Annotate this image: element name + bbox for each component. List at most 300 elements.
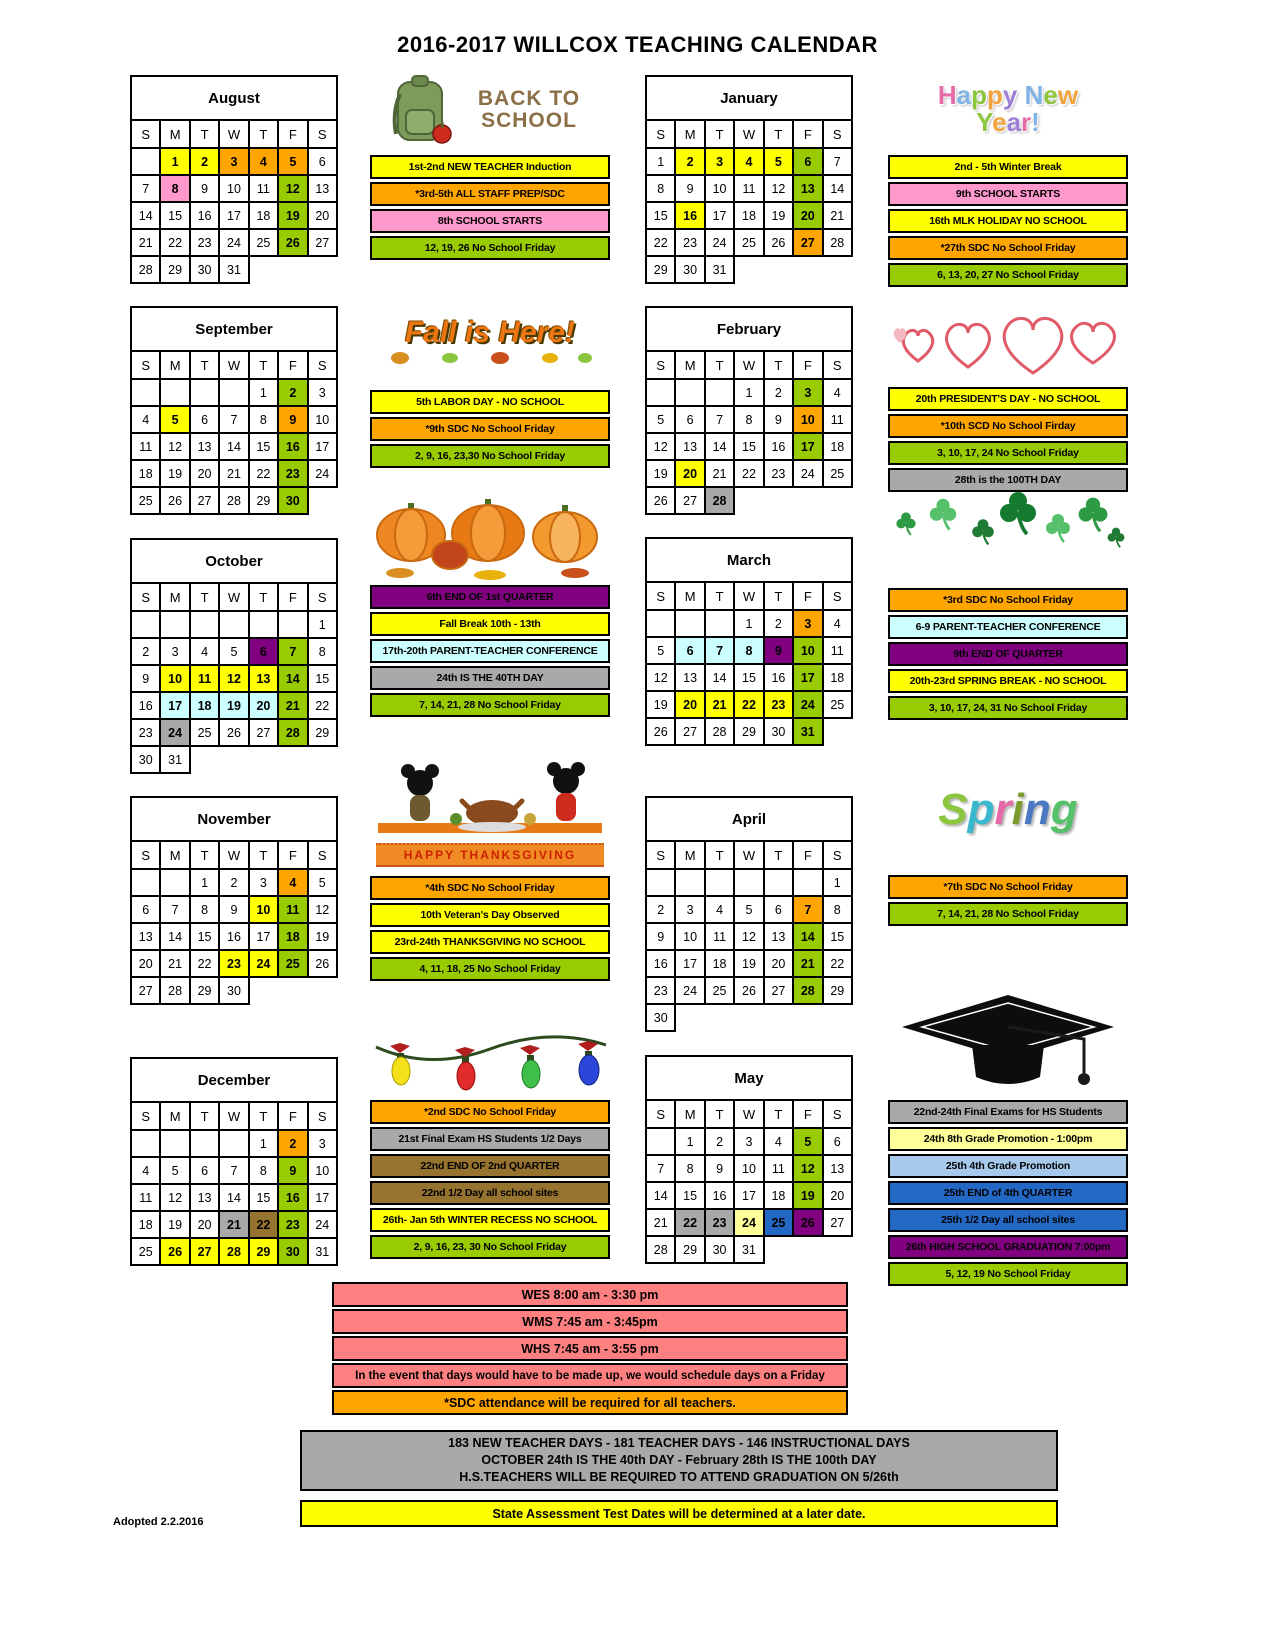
day-of-week-header: M (160, 351, 189, 379)
day-cell: 7 (160, 896, 189, 923)
day-of-week-header: S (823, 582, 852, 610)
day-of-week-header: T (249, 841, 278, 869)
day-cell: 8 (646, 175, 675, 202)
day-cell (793, 869, 822, 896)
day-cell: 7 (219, 1157, 248, 1184)
day-cell: 28 (823, 229, 852, 256)
empty-cell (734, 1004, 763, 1031)
day-of-week-header: S (308, 351, 337, 379)
day-of-week-header: W (734, 582, 763, 610)
day-cell: 22 (249, 460, 278, 487)
day-of-week-header: S (646, 582, 675, 610)
day-cell: 16 (646, 950, 675, 977)
day-cell: 3 (308, 379, 337, 406)
day-of-week-header: T (249, 583, 278, 611)
day-cell: 18 (131, 1211, 160, 1238)
day-cell: 19 (160, 1211, 189, 1238)
makeup-days-note: In the event that days would have to be made up, we would schedule days on a Friday (332, 1363, 848, 1388)
day-of-week-header: W (219, 120, 248, 148)
day-cell: 9 (219, 896, 248, 923)
day-cell: 13 (675, 433, 704, 460)
day-cell (131, 148, 160, 175)
day-cell: 1 (823, 869, 852, 896)
day-cell: 15 (646, 202, 675, 229)
note-bar: 20th PRESIDENT'S DAY - NO SCHOOL (888, 387, 1128, 411)
day-cell: 21 (278, 692, 307, 719)
day-of-week-header: M (675, 582, 704, 610)
day-cell: 1 (646, 148, 675, 175)
day-cell (764, 869, 793, 896)
note-bar: 10th Veteran's Day Observed (370, 903, 610, 927)
fall-is-here-text: Fall is Here! (404, 316, 576, 349)
day-cell: 14 (131, 202, 160, 229)
day-cell: 7 (793, 896, 822, 923)
note-bar: *27th SDC No School Friday (888, 236, 1128, 260)
day-cell: 3 (308, 1130, 337, 1157)
day-of-week-header: M (675, 351, 704, 379)
day-cell: 17 (705, 202, 734, 229)
day-of-week-header: T (249, 120, 278, 148)
shamrocks-image (888, 490, 1128, 584)
day-cell: 18 (764, 1182, 793, 1209)
day-cell: 26 (278, 229, 307, 256)
day-of-week-header: F (278, 583, 307, 611)
day-cell: 31 (734, 1236, 763, 1263)
note-bar: *4th SDC No School Friday (370, 876, 610, 900)
note-bar: 7, 14, 21, 28 No School Friday (888, 902, 1128, 926)
day-cell (131, 379, 160, 406)
day-cell: 27 (675, 718, 704, 745)
day-cell: 25 (734, 229, 763, 256)
day-cell: 10 (793, 406, 822, 433)
note-bar: 22nd 1/2 Day all school sites (370, 1181, 610, 1205)
day-cell: 25 (705, 977, 734, 1004)
day-cell: 30 (646, 1004, 675, 1031)
empty-cell (190, 746, 219, 773)
day-cell: 12 (278, 175, 307, 202)
calendar-february (645, 306, 853, 515)
day-cell: 16 (764, 433, 793, 460)
day-cell: 11 (131, 1184, 160, 1211)
day-of-week-header: S (646, 120, 675, 148)
day-cell: 15 (675, 1182, 704, 1209)
day-cell: 30 (219, 977, 248, 1004)
day-cell: 2 (131, 638, 160, 665)
day-of-week-header: S (308, 583, 337, 611)
day-cell: 27 (190, 487, 219, 514)
note-bar: 5, 12, 19 No School Friday (888, 1262, 1128, 1286)
day-of-week-header: S (308, 1102, 337, 1130)
empty-cell (308, 256, 337, 283)
day-cell: 4 (131, 1157, 160, 1184)
day-cell: 18 (249, 202, 278, 229)
day-cell: 5 (646, 637, 675, 664)
day-cell: 15 (190, 923, 219, 950)
day-of-week-header: T (190, 120, 219, 148)
day-cell: 29 (734, 718, 763, 745)
day-cell: 26 (308, 950, 337, 977)
day-of-week-header: M (160, 583, 189, 611)
month-title: August (131, 76, 337, 120)
day-of-week-header: F (793, 351, 822, 379)
day-cell: 20 (675, 691, 704, 718)
empty-cell (823, 718, 852, 745)
day-cell: 19 (793, 1182, 822, 1209)
day-cell: 7 (646, 1155, 675, 1182)
day-cell: 29 (823, 977, 852, 1004)
day-cell: 21 (793, 950, 822, 977)
pumpkins-graphic (370, 493, 610, 581)
day-cell: 18 (278, 923, 307, 950)
bell-schedule-wes: WES 8:00 am - 3:30 pm (332, 1282, 848, 1307)
day-cell (131, 869, 160, 896)
calendar-table (130, 75, 338, 284)
day-cell: 17 (308, 1184, 337, 1211)
day-of-week-header: F (278, 120, 307, 148)
day-of-week-header: S (131, 583, 160, 611)
day-cell: 8 (308, 638, 337, 665)
day-of-week-header: M (160, 841, 189, 869)
day-cell: 3 (793, 379, 822, 406)
day-cell: 14 (160, 923, 189, 950)
day-cell: 15 (734, 664, 763, 691)
month-title: January (646, 76, 852, 120)
day-cell: 16 (131, 692, 160, 719)
day-cell (190, 379, 219, 406)
day-cell: 9 (278, 1157, 307, 1184)
day-of-week-header: S (646, 351, 675, 379)
day-cell: 11 (190, 665, 219, 692)
day-of-week-header: T (764, 841, 793, 869)
day-of-week-header: T (764, 582, 793, 610)
day-of-week-header: W (219, 583, 248, 611)
note-bar: 16th MLK HOLIDAY NO SCHOOL (888, 209, 1128, 233)
day-cell: 8 (190, 896, 219, 923)
day-cell: 31 (308, 1238, 337, 1265)
day-cell: 13 (249, 665, 278, 692)
calendar-table (645, 537, 853, 746)
note-bar: *10th SCD No School Firday (888, 414, 1128, 438)
day-cell: 3 (793, 610, 822, 637)
day-cell: 12 (160, 1184, 189, 1211)
day-cell: 18 (705, 950, 734, 977)
day-cell: 3 (705, 148, 734, 175)
day-cell: 17 (793, 664, 822, 691)
day-cell: 7 (823, 148, 852, 175)
christmas-lights-graphic (370, 1033, 610, 1095)
day-cell: 5 (219, 638, 248, 665)
day-cell: 8 (160, 175, 189, 202)
day-of-week-header: W (734, 351, 763, 379)
day-cell: 14 (278, 665, 307, 692)
day-cell: 16 (705, 1182, 734, 1209)
day-cell: 18 (823, 433, 852, 460)
day-cell: 14 (646, 1182, 675, 1209)
day-cell: 8 (734, 406, 763, 433)
day-cell: 5 (764, 148, 793, 175)
note-bar: 23rd-24th THANKSGIVING NO SCHOOL (370, 930, 610, 954)
day-cell: 11 (823, 637, 852, 664)
empty-cell (705, 1004, 734, 1031)
day-of-week-header: T (249, 1102, 278, 1130)
day-cell: 2 (278, 1130, 307, 1157)
day-cell: 17 (249, 923, 278, 950)
day-cell: 13 (764, 923, 793, 950)
day-of-week-header: S (131, 351, 160, 379)
empty-cell (764, 1004, 793, 1031)
day-cell: 7 (705, 637, 734, 664)
day-cell: 17 (219, 202, 248, 229)
note-bar: 3, 10, 17, 24 No School Friday (888, 441, 1128, 465)
day-cell: 25 (190, 719, 219, 746)
day-cell: 23 (675, 229, 704, 256)
day-cell: 2 (675, 148, 704, 175)
day-cell: 1 (675, 1128, 704, 1155)
day-cell: 20 (823, 1182, 852, 1209)
day-cell: 2 (219, 869, 248, 896)
note-bar: 28th is the 100TH DAY (888, 468, 1128, 492)
calendar-october (130, 538, 338, 774)
month-title: December (131, 1058, 337, 1102)
day-cell: 26 (646, 718, 675, 745)
empty-cell (249, 977, 278, 1004)
day-cell: 16 (675, 202, 704, 229)
day-cell: 23 (705, 1209, 734, 1236)
empty-cell (793, 1236, 822, 1263)
day-cell (705, 379, 734, 406)
day-cell: 11 (705, 923, 734, 950)
day-cell: 13 (190, 433, 219, 460)
day-cell: 25 (823, 460, 852, 487)
day-cell: 19 (646, 460, 675, 487)
note-bar: 2nd - 5th Winter Break (888, 155, 1128, 179)
day-cell: 6 (190, 1157, 219, 1184)
day-cell: 10 (734, 1155, 763, 1182)
empty-cell (308, 487, 337, 514)
day-cell: 10 (308, 1157, 337, 1184)
day-cell: 11 (131, 433, 160, 460)
day-cell: 7 (705, 406, 734, 433)
day-cell (160, 869, 189, 896)
day-cell (734, 869, 763, 896)
day-cell: 14 (705, 433, 734, 460)
day-cell: 12 (308, 896, 337, 923)
day-cell: 5 (793, 1128, 822, 1155)
day-of-week-header: W (219, 841, 248, 869)
day-of-week-header: F (278, 841, 307, 869)
happy-thanksgiving-banner: HAPPY THANKSGIVING (376, 843, 604, 867)
empty-cell (278, 977, 307, 1004)
day-cell: 4 (249, 148, 278, 175)
empty-cell (308, 977, 337, 1004)
day-of-week-header: T (190, 583, 219, 611)
day-of-week-header: T (764, 120, 793, 148)
note-bar: *3rd SDC No School Friday (888, 588, 1128, 612)
hearts-graphic (888, 303, 1128, 381)
note-bar: 9th SCHOOL STARTS (888, 182, 1128, 206)
day-cell: 20 (764, 950, 793, 977)
calendar-table (645, 75, 853, 284)
day-cell: 21 (705, 460, 734, 487)
calendar-may (645, 1055, 853, 1264)
empty-cell (219, 746, 248, 773)
day-cell: 26 (764, 229, 793, 256)
day-cell: 23 (764, 460, 793, 487)
day-cell: 13 (308, 175, 337, 202)
day-cell: 29 (675, 1236, 704, 1263)
day-cell (160, 1130, 189, 1157)
calendar-august (130, 75, 338, 284)
day-cell (646, 379, 675, 406)
day-cell: 18 (734, 202, 763, 229)
day-cell: 11 (278, 896, 307, 923)
fall-is-here-image (370, 298, 610, 384)
day-cell: 23 (219, 950, 248, 977)
day-cell: 16 (190, 202, 219, 229)
day-cell: 25 (131, 487, 160, 514)
day-cell: 4 (764, 1128, 793, 1155)
day-cell: 3 (160, 638, 189, 665)
christmas-lights-image (370, 1032, 610, 1096)
month-title: March (646, 538, 852, 582)
bell-schedule-wms: WMS 7:45 am - 3:45pm (332, 1309, 848, 1334)
day-cell: 24 (308, 1211, 337, 1238)
day-of-week-header: T (705, 841, 734, 869)
day-cell: 1 (190, 869, 219, 896)
day-cell: 28 (219, 1238, 248, 1265)
day-of-week-header: S (823, 351, 852, 379)
calendar-january (645, 75, 853, 284)
day-cell: 2 (764, 610, 793, 637)
day-of-week-header: S (131, 120, 160, 148)
day-cell: 13 (823, 1155, 852, 1182)
day-cell: 16 (219, 923, 248, 950)
day-cell (160, 379, 189, 406)
day-of-week-header: T (249, 351, 278, 379)
day-cell (219, 1130, 248, 1157)
day-cell: 22 (734, 691, 763, 718)
page-title: 2016-2017 WILLCOX TEACHING CALENDAR (397, 32, 878, 57)
day-cell: 28 (705, 487, 734, 514)
month-title: February (646, 307, 852, 351)
note-bar: 24th 8th Grade Promotion - 1:00pm (888, 1127, 1128, 1151)
day-of-week-header: S (646, 1100, 675, 1128)
day-of-week-header: M (160, 120, 189, 148)
day-cell: 22 (160, 229, 189, 256)
day-cell: 10 (160, 665, 189, 692)
day-cell: 23 (646, 977, 675, 1004)
day-cell: 1 (308, 611, 337, 638)
day-cell: 12 (793, 1155, 822, 1182)
day-cell: 20 (249, 692, 278, 719)
day-cell: 5 (308, 869, 337, 896)
day-cell: 2 (278, 379, 307, 406)
day-of-week-header: S (308, 841, 337, 869)
day-cell: 28 (705, 718, 734, 745)
day-cell: 21 (131, 229, 160, 256)
note-bar: 21st Final Exam HS Students 1/2 Days (370, 1127, 610, 1151)
days-summary-block (300, 1430, 1058, 1491)
note-bar: 26th- Jan 5th WINTER RECESS NO SCHOOL (370, 1208, 610, 1232)
calendar-table (645, 796, 853, 1032)
day-of-week-header: M (675, 841, 704, 869)
day-cell: 29 (308, 719, 337, 746)
note-bar: 25th 4th Grade Promotion (888, 1154, 1128, 1178)
note-bar: 25th END of 4th QUARTER (888, 1181, 1128, 1205)
day-cell: 23 (278, 1211, 307, 1238)
day-cell: 24 (734, 1209, 763, 1236)
day-of-week-header: S (131, 1102, 160, 1130)
day-cell: 6 (764, 896, 793, 923)
day-cell: 8 (734, 637, 763, 664)
spring-image: Spring (938, 785, 1078, 834)
calendar-september (130, 306, 338, 515)
day-cell (219, 379, 248, 406)
day-cell: 19 (646, 691, 675, 718)
note-bar: 4, 11, 18, 25 No School Friday (370, 957, 610, 981)
day-cell: 12 (646, 433, 675, 460)
fall-leaves-graphic (380, 350, 600, 366)
grad-cap-image (888, 988, 1128, 1096)
day-cell: 23 (190, 229, 219, 256)
day-cell: 20 (675, 460, 704, 487)
day-cell: 23 (131, 719, 160, 746)
sdc-attendance-note: *SDC attendance will be required for all teachers. (332, 1390, 848, 1415)
day-cell: 19 (308, 923, 337, 950)
day-cell: 9 (764, 637, 793, 664)
summary-line: H.S.TEACHERS WILL BE REQUIRED TO ATTEND GRADUATION ON 5/26th (459, 1470, 899, 1484)
day-cell: 9 (646, 923, 675, 950)
day-cell: 10 (219, 175, 248, 202)
note-bar: 6-9 PARENT-TEACHER CONFERENCE (888, 615, 1128, 639)
day-cell: 5 (278, 148, 307, 175)
day-cell: 17 (160, 692, 189, 719)
day-cell: 19 (764, 202, 793, 229)
day-of-week-header: M (160, 1102, 189, 1130)
day-cell: 16 (764, 664, 793, 691)
day-of-week-header: T (764, 1100, 793, 1128)
day-cell: 29 (190, 977, 219, 1004)
day-cell: 25 (249, 229, 278, 256)
thanksgiving-dinner-graphic (370, 757, 610, 843)
day-cell (249, 611, 278, 638)
day-cell: 17 (793, 433, 822, 460)
thanksgiving-image (370, 752, 610, 872)
day-of-week-header: F (793, 841, 822, 869)
day-cell: 1 (734, 610, 763, 637)
day-cell: 5 (160, 406, 189, 433)
day-cell (131, 611, 160, 638)
day-cell: 8 (249, 406, 278, 433)
note-bar: 7, 14, 21, 28 No School Friday (370, 693, 610, 717)
day-cell (190, 611, 219, 638)
day-cell: 12 (219, 665, 248, 692)
day-cell: 11 (823, 406, 852, 433)
calendar-november (130, 796, 338, 1005)
note-bar: 2, 9, 16, 23,30 No School Friday (370, 444, 610, 468)
day-of-week-header: S (823, 841, 852, 869)
note-bar: 6, 13, 20, 27 No School Friday (888, 263, 1128, 287)
backpack-graphic (386, 72, 458, 148)
day-cell: 10 (308, 406, 337, 433)
calendar-table (130, 1057, 338, 1266)
back-to-school-text: BACK TO SCHOOL (477, 86, 581, 132)
day-cell: 24 (219, 229, 248, 256)
day-cell: 20 (131, 950, 160, 977)
day-cell: 30 (675, 256, 704, 283)
day-cell: 15 (249, 1184, 278, 1211)
empty-cell (308, 746, 337, 773)
